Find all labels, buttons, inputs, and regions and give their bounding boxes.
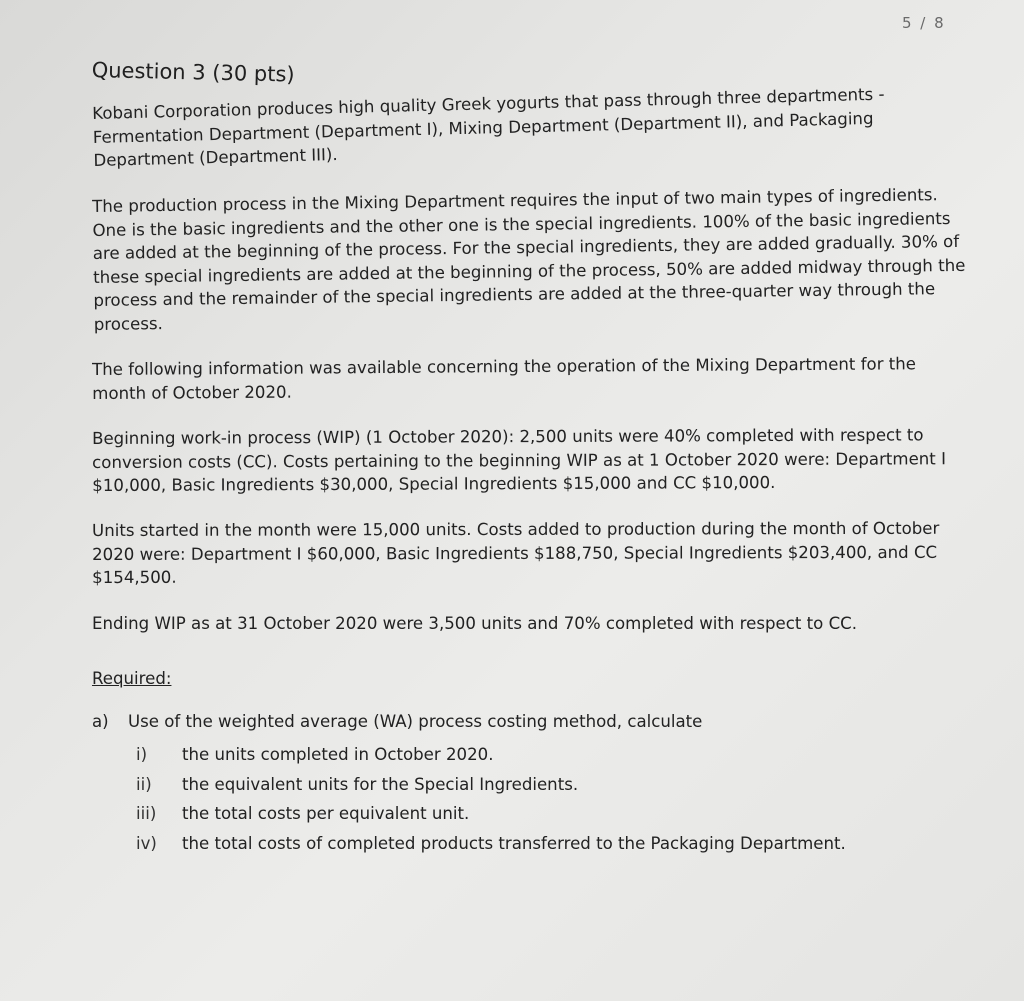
list-item-marker: iv) <box>136 833 157 853</box>
list-item <box>136 740 972 770</box>
list-item-text: the total costs of completed products transferred to the Packaging Department. <box>182 833 846 853</box>
beginning-wip-paragraph: Beginning work-in process (WIP) (1 October 2020): 2,500 units were 40% completed with respect to conversion costs (CC). Costs pertaining to the beginning WIP as at 1 October 2020 were: Department I $10,000, Basic Ingredients $30,000, Special Ingredients $15,000 and CC $10,000. <box>92 424 946 495</box>
list-item <box>136 770 972 800</box>
ending-wip-paragraph: Ending WIP as at 31 October 2020 were 3,500 units and 70% completed with respect to CC. <box>92 613 858 633</box>
question-a <box>92 710 972 734</box>
question-a-marker: a) <box>92 712 109 731</box>
question-content <box>92 58 972 858</box>
info-paragraph: The following information was available concerning the operation of the Mixing Department for the month of October 2020. <box>92 353 917 402</box>
list-item-marker: iii) <box>136 804 157 823</box>
list-item-marker: i) <box>136 745 148 764</box>
list-item-text: the total costs per equivalent unit. <box>182 804 470 823</box>
question-a-text: Use of the weighted average (WA) process costing method, calculate <box>128 712 703 731</box>
list-item-marker: ii) <box>136 774 152 794</box>
list-item-text: the equivalent units for the Special Ingredients. <box>182 774 579 794</box>
list-item-text: the units completed in October 2020. <box>182 745 494 764</box>
units-started-paragraph: Units started in the month were 15,000 units. Costs added to production during the month of October 2020 were: Department I $60,000, Basic Ingredients $188,750, Special Ingredients $203,400, and CC $154,500. <box>92 518 940 587</box>
process-paragraph: The production process in the Mixing Department requires the input of two main types of ingredients. One is the basic ingredients and the other one is the special ingredients. 100% of the basic ingredients are added at the beginning of the process. For the special ingredients, they are added gradually. 30% of these special ingredients are added at the beginning of the process, 50% are added midway through the process and the remainder of the special ingredients are added at the three-quarter way through the process. <box>92 184 966 333</box>
page-number: 5 / 8 <box>902 14 946 32</box>
intro-paragraph: Kobani Corporation produces high quality Greek yogurts that pass through three departments - Fermentation Department (Department I), Mixing Department (Department II), and Packaging Department (Department III). <box>92 84 885 170</box>
required-heading: Required: <box>92 669 172 688</box>
question-a-sublist <box>136 740 972 858</box>
question-title: Question 3 (30 pts) <box>91 58 295 87</box>
list-item <box>136 829 972 859</box>
list-item <box>136 799 972 829</box>
